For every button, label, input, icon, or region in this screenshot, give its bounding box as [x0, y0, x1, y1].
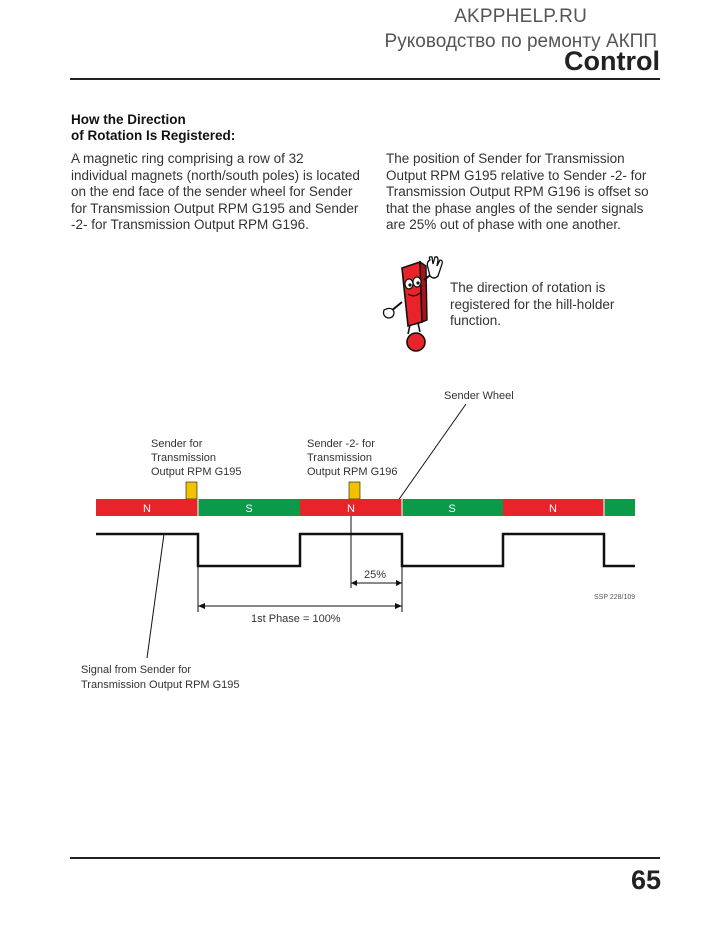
- sender-g195-block: [186, 482, 197, 499]
- magnetic-ring: [96, 499, 635, 516]
- section-title: Control: [564, 46, 660, 76]
- offset-label: 25%: [364, 569, 387, 581]
- signal-waveform: [96, 534, 635, 566]
- top-rule: [70, 78, 660, 80]
- bottom-rule: [70, 857, 660, 859]
- right-paragraph: The position of Sender for Transmission Output RPM G195 relative to Sender -2- for Transmission Output RPM G196 is offset so that the phase angles of the sender signals are 25% out of phase with one another.: [386, 151, 649, 232]
- pole-segment: [604, 499, 635, 516]
- site-name: AKPPHELP.RU: [454, 6, 587, 27]
- note-text: The direction of rotation is registered for the hill-holder function.: [450, 280, 615, 328]
- pole-label: N: [347, 503, 355, 515]
- pole-label: N: [143, 503, 151, 515]
- figure-reference: SSP 228/109: [594, 594, 636, 601]
- pole-label: S: [245, 503, 253, 515]
- sender-g196-block: [349, 482, 360, 499]
- pole-label: N: [549, 503, 557, 515]
- heading-line-1: How the Direction: [71, 112, 186, 127]
- phase-label: 1st Phase = 100%: [251, 613, 341, 625]
- section-heading: [71, 112, 331, 144]
- signal-leader: [147, 534, 164, 658]
- heading-line-2: of Rotation Is Registered:: [71, 128, 236, 143]
- page-number: 65: [630, 865, 661, 895]
- sender1-label: Sender for Transmission Output RPM G195: [151, 438, 242, 478]
- phase-diagram: [0, 380, 717, 700]
- warning-mascot-icon: [380, 256, 446, 352]
- left-paragraph: A magnetic ring comprising a row of 32 individual magnets (north/south poles) is located on the end face of the sender wheel for Sender for Transmission Output RPM G195 and Sender -2- for Transmission Output RPM G196.: [71, 151, 360, 232]
- manual-subtitle: Руководство по ремонту АКПП: [384, 31, 657, 52]
- sender-wheel-label: Sender Wheel: [444, 390, 514, 402]
- sender-wheel-leader: [395, 404, 466, 505]
- signal-label: Signal from Sender for Transmission Output RPM G195: [81, 664, 240, 691]
- sender2-label: Sender -2- for Transmission Output RPM G196: [307, 438, 398, 478]
- pole-label: S: [448, 503, 456, 515]
